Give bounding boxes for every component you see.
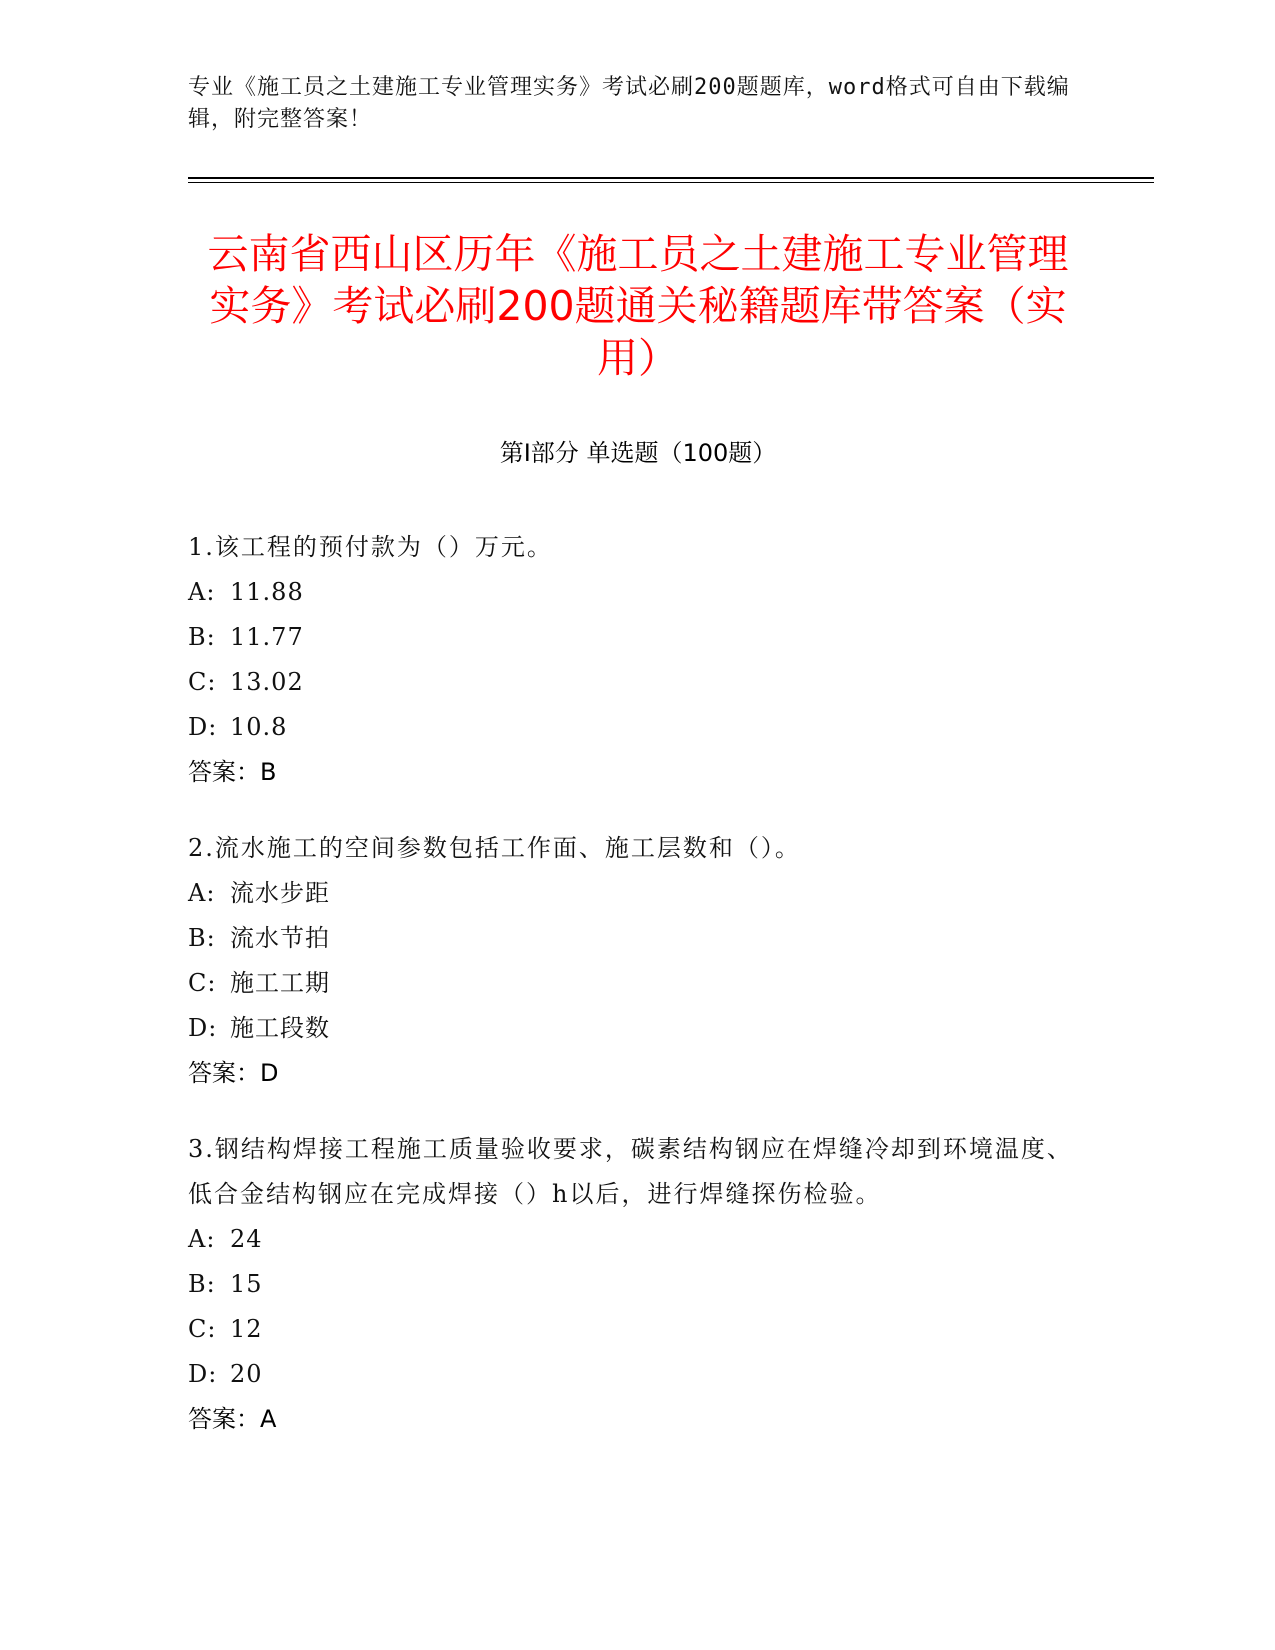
- question-stem: 2.流水施工的空间参数包括工作面、施工层数和（）。: [188, 834, 801, 862]
- option-text: 10.8: [230, 713, 288, 741]
- option-letter: D:: [188, 1360, 218, 1388]
- header-rule-thin: [188, 182, 1154, 183]
- option-letter: A:: [188, 879, 216, 907]
- header-note: 专业《施工员之土建施工专业管理实务》考试必刷200题题库，word格式可自由下载编辑，附完整答案！: [188, 75, 1070, 132]
- option-letter: A:: [188, 1225, 216, 1253]
- question-list: [188, 525, 1088, 1473]
- document-title: 云南省西山区历年《施工员之土建施工专业管理实务》考试必刷200题通关秘籍题库带答案（实用）: [207, 230, 1069, 382]
- option-b: [188, 615, 1088, 660]
- answer-line: 答案：A: [188, 1405, 277, 1433]
- option-text: 24: [230, 1225, 263, 1253]
- option-text: 13.02: [230, 668, 304, 696]
- option-letter: C:: [188, 668, 217, 696]
- option-a: [188, 570, 1088, 615]
- option-b: [188, 1262, 1088, 1307]
- question-3: [188, 1127, 1088, 1442]
- option-letter: B:: [188, 924, 216, 952]
- option-text: 12: [230, 1315, 263, 1343]
- option-text: 施工段数: [230, 1014, 330, 1042]
- option-d: [188, 1006, 1088, 1051]
- option-d: [188, 705, 1088, 750]
- option-b: [188, 916, 1088, 961]
- section-heading: 第I部分 单选题（100题）: [499, 439, 777, 467]
- option-letter: D:: [188, 713, 218, 741]
- question-stem: 3.钢结构焊接工程施工质量验收要求，碳素结构钢应在焊缝冷却到环境温度、低合金结构钢应在完成焊接（）h以后，进行焊缝探伤检验。: [188, 1135, 1073, 1208]
- option-letter: C:: [188, 1315, 217, 1343]
- option-letter: D:: [188, 1014, 218, 1042]
- option-letter: B:: [188, 623, 216, 651]
- option-c: [188, 961, 1088, 1006]
- question-stem: 1.该工程的预付款为（）万元。: [188, 533, 553, 561]
- option-text: 流水步距: [230, 879, 330, 907]
- option-text: 施工工期: [230, 969, 330, 997]
- option-letter: C:: [188, 969, 217, 997]
- option-text: 11.88: [230, 578, 304, 606]
- option-a: [188, 871, 1088, 916]
- question-2: [188, 826, 1088, 1096]
- option-text: 流水节拍: [230, 924, 330, 952]
- answer-line: 答案：B: [188, 758, 277, 786]
- option-c: [188, 1307, 1088, 1352]
- option-letter: A:: [188, 578, 216, 606]
- option-a: [188, 1217, 1088, 1262]
- option-text: 11.77: [230, 623, 304, 651]
- option-text: 15: [230, 1270, 263, 1298]
- answer-line: 答案：D: [188, 1059, 279, 1087]
- question-1: [188, 525, 1088, 795]
- option-text: 20: [230, 1360, 263, 1388]
- option-d: [188, 1352, 1088, 1397]
- option-c: [188, 660, 1088, 705]
- option-letter: B:: [188, 1270, 216, 1298]
- header-rule-thick: [188, 177, 1154, 179]
